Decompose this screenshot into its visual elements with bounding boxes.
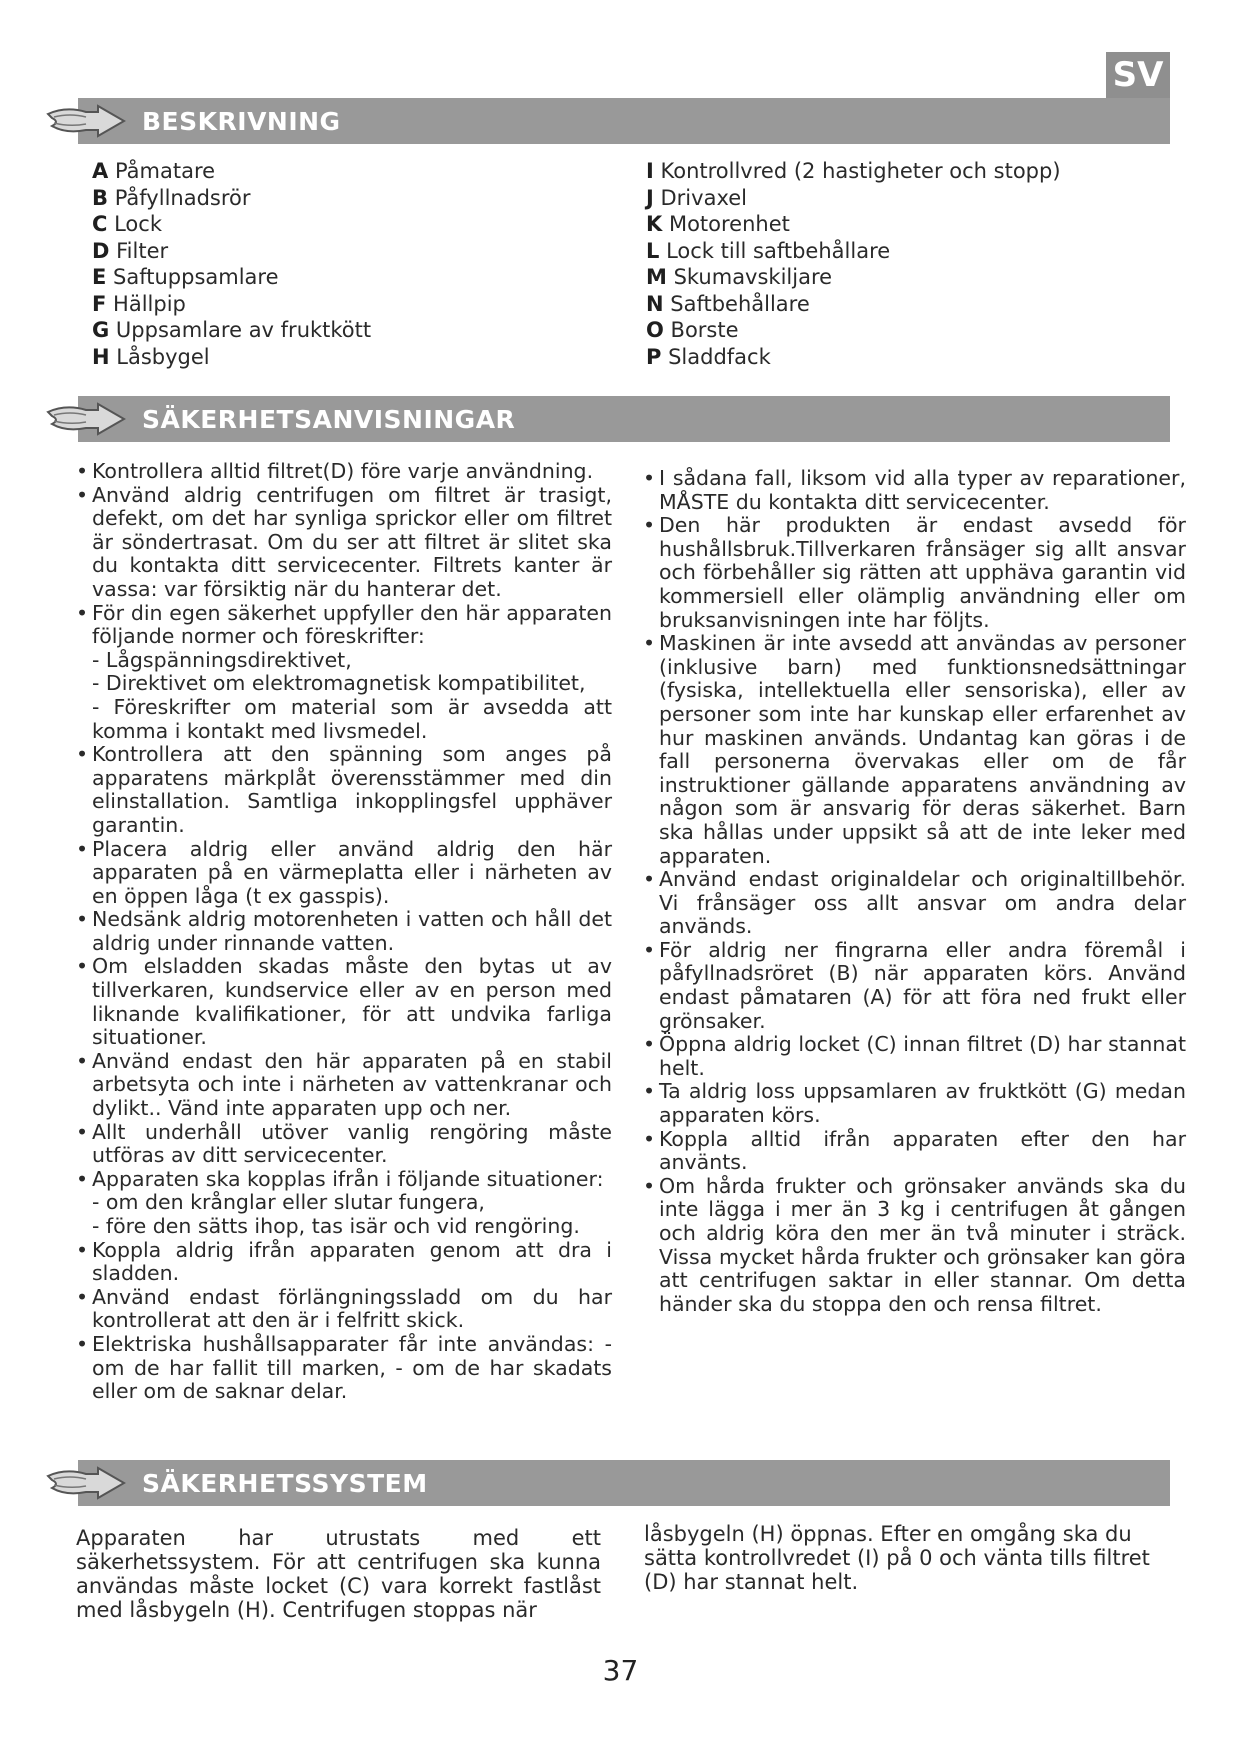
arrow-icon — [46, 104, 126, 138]
safety-subitem: - Föreskrifter om material som är avsedda att komma i kontakt med livsmedel. — [92, 694, 612, 743]
part-letter: I — [646, 159, 654, 183]
safety-list-left — [76, 460, 612, 1404]
safety-list-right — [643, 467, 1186, 1316]
safety-item: • Nedsänk aldrig motorenheten i vatten och håll det aldrig under rinnande vatten. — [76, 908, 612, 955]
part-label: Saftbehållare — [663, 291, 810, 316]
safety-item: • För aldrig ner fingrarna eller andra föremål i påfyllnadsröret (B) när apparaten körs. Använd endast påmataren (A) för att föra ned frukt eller grönsaker. — [643, 939, 1186, 1033]
safety-item: • Apparaten ska kopplas ifrån i följande situationer: — [76, 1168, 612, 1192]
safety-item: • Maskinen är inte avsedd att användas av personer (inklusive barn) med funktionsnedsättningar (fysiska, intellektuella eller sensoriska), eller av personer som inte har kunskap eller erfarenhet av hur maskinen används. Undantag kan göras i de fall personerna övervakas eller om de får instruktioner gällande apparatens användning av någon som är ansvarig för deras säkerhet. Barn ska hållas under uppsikt så att de inte leker med apparaten. — [643, 632, 1186, 868]
part-item — [646, 264, 1061, 291]
parts-list-right — [646, 158, 1061, 370]
section-title-beskrivning: BESKRIVNING — [142, 106, 341, 136]
safety-item: • Koppla alltid ifrån apparaten efter den har använts. — [643, 1128, 1186, 1175]
safety-item: • I sådana fall, liksom vid alla typer av reparationer, MÅSTE du kontakta ditt servicecenter. — [643, 467, 1186, 514]
part-letter: L — [646, 238, 660, 263]
part-item — [646, 344, 1061, 371]
part-letter: E — [92, 265, 107, 289]
part-label: Låsbygel — [109, 344, 210, 369]
section-title-sakerhetssystem: SÄKERHETSSYSTEM — [142, 1468, 428, 1498]
part-label: Drivaxel — [653, 185, 747, 210]
section-title-sakerhetsanvisningar: SÄKERHETSANVISNINGAR — [142, 404, 516, 434]
safety-item: • Använd endast den här apparaten på en stabil arbetsyta och inte i närheten av vattenkranar och dylikt.. Vänd inte apparaten upp och ner. — [76, 1050, 612, 1121]
safety-item: • Allt underhåll utöver vanlig rengöring måste utföras av ditt servicecenter. — [76, 1121, 612, 1168]
part-letter: M — [646, 265, 667, 289]
part-letter: G — [92, 318, 110, 342]
part-item — [646, 238, 1061, 265]
part-letter: B — [92, 185, 109, 210]
safety-subitem: - före den sätts ihop, tas isär och vid rengöring. — [92, 1214, 580, 1238]
part-item — [646, 317, 1061, 344]
safety-item: • Använd endast förlängningssladd om du har kontrollerat att den är i felfritt skick. — [76, 1286, 612, 1333]
part-letter: K — [646, 212, 663, 236]
part-letter: J — [646, 185, 654, 210]
part-label: Filter — [109, 238, 169, 263]
language-badge: SV — [1106, 52, 1170, 98]
part-item — [646, 185, 1061, 212]
safety-system-text-left: Apparaten har utrustats med ett säkerhetssystem. För att centrifugen ska kunna användas måste locket (C) vara korrekt fastlåst med låsbygeln (H). Centrifugen stoppas när — [76, 1526, 601, 1622]
part-label: Påmatare — [108, 159, 216, 183]
page-number: 37 — [602, 1654, 639, 1687]
safety-item: • Elektriska hushållsapparater får inte användas: - om de har fallit till marken, - om de har skadats eller om de saknar delar. — [76, 1333, 612, 1404]
part-item — [92, 238, 371, 265]
part-item — [646, 211, 1061, 238]
part-letter: N — [646, 291, 664, 316]
part-item — [92, 291, 371, 318]
part-label: Motorenhet — [662, 212, 790, 236]
safety-item: • Om elsladden skadas måste den bytas ut av tillverkaren, kundservice eller av en person med liknande kvalifikationer, för att undvika farliga situationer. — [76, 955, 612, 1049]
part-label: Borste — [663, 318, 739, 342]
part-item — [92, 211, 371, 238]
arrow-icon — [46, 402, 126, 436]
safety-item: • Använd endast originaldelar och originaltillbehör. Vi frånsäger oss allt ansvar om andra delar används. — [643, 868, 1186, 939]
safety-subitem: - om den krånglar eller slutar fungera, — [92, 1190, 485, 1215]
part-item — [646, 158, 1061, 185]
part-item — [92, 344, 371, 371]
part-letter: F — [92, 291, 107, 316]
part-letter: H — [92, 344, 110, 369]
safety-item: • Kontrollera alltid filtret(D) före varje användning. — [76, 460, 612, 484]
part-item — [646, 291, 1061, 318]
part-label: Påfyllnadsrör — [108, 185, 251, 210]
safety-item: • Öppna aldrig locket (C) innan filtret (D) har stannat helt. — [643, 1033, 1186, 1080]
part-label: Kontrollvred (2 hastigheter och stopp) — [653, 159, 1061, 183]
part-letter: O — [646, 318, 664, 342]
safety-item: • Koppla aldrig ifrån apparaten genom att dra i sladden. — [76, 1239, 612, 1286]
part-label: Skumavskiljare — [666, 265, 833, 289]
part-letter: A — [92, 159, 109, 183]
part-label: Sladdfack — [661, 344, 771, 369]
safety-system-text-right: låsbygeln (H) öppnas. Efter en omgång ska du sätta kontrollvredet (I) på 0 och vänta tills filtret (D) har stannat helt. — [644, 1522, 1150, 1594]
safety-item: • Använd aldrig centrifugen om filtret är trasigt, defekt, om det har synliga sprickor eller om filtret är söndertrasat. Om du ser att filtret är slitet ska du kontakta ditt servicecenter. Filtrets kanter är vassa: var försiktig när du hanterar det. — [76, 484, 612, 602]
safety-item: • Den här produkten är endast avsedd för hushållsbruk.Tillverkaren frånsäger sig allt ansvar och förbehåller sig rätten att upphäva garantin vid kommersiell eller olämplig användning eller om bruksanvisningen inte har följts. — [643, 514, 1186, 632]
part-item — [92, 185, 371, 212]
safety-item: • Ta aldrig loss uppsamlaren av fruktkött (G) medan apparaten körs. — [643, 1080, 1186, 1127]
part-label: Saftuppsamlare — [106, 265, 279, 289]
part-label: Hällpip — [106, 291, 186, 316]
parts-list-left — [92, 158, 371, 370]
part-label: Uppsamlare av fruktkött — [109, 318, 372, 342]
part-letter: P — [646, 344, 662, 369]
arrow-icon — [46, 1466, 126, 1500]
part-item — [92, 317, 371, 344]
safety-item: • Om hårda frukter och grönsaker används ska du inte lägga i mer än 3 kg i centrifugen åt gången och aldrig köra den mer än två minuter i sträck. Vissa mycket hårda frukter och grönsaker kan göra att centrifugen saktar in eller stannar. Om detta händer ska du stoppa den och rensa filtret. — [643, 1175, 1186, 1317]
safety-item: • Placera aldrig eller använd aldrig den här apparaten på en värmeplatta eller i närheten av en öppen låga (t ex gasspis). — [76, 838, 612, 909]
part-letter: D — [92, 238, 110, 263]
safety-item: • Kontrollera att den spänning som anges på apparatens märkplåt överensstämmer med din elinstallation. Samtliga inkopplingsfel upphäver garantin. — [76, 743, 612, 837]
part-item — [92, 264, 371, 291]
part-letter: C — [92, 212, 108, 236]
safety-subitem: - Direktivet om elektromagnetisk kompatibilitet, — [92, 671, 586, 696]
part-label: Lock till saftbehållare — [659, 238, 891, 263]
part-item — [92, 158, 371, 185]
part-label: Lock — [107, 212, 162, 236]
safety-item: • För din egen säkerhet uppfyller den här apparaten följande normer och föreskrifter: — [76, 602, 612, 649]
safety-subitem: - Lågspänningsdirektivet, — [92, 647, 352, 672]
